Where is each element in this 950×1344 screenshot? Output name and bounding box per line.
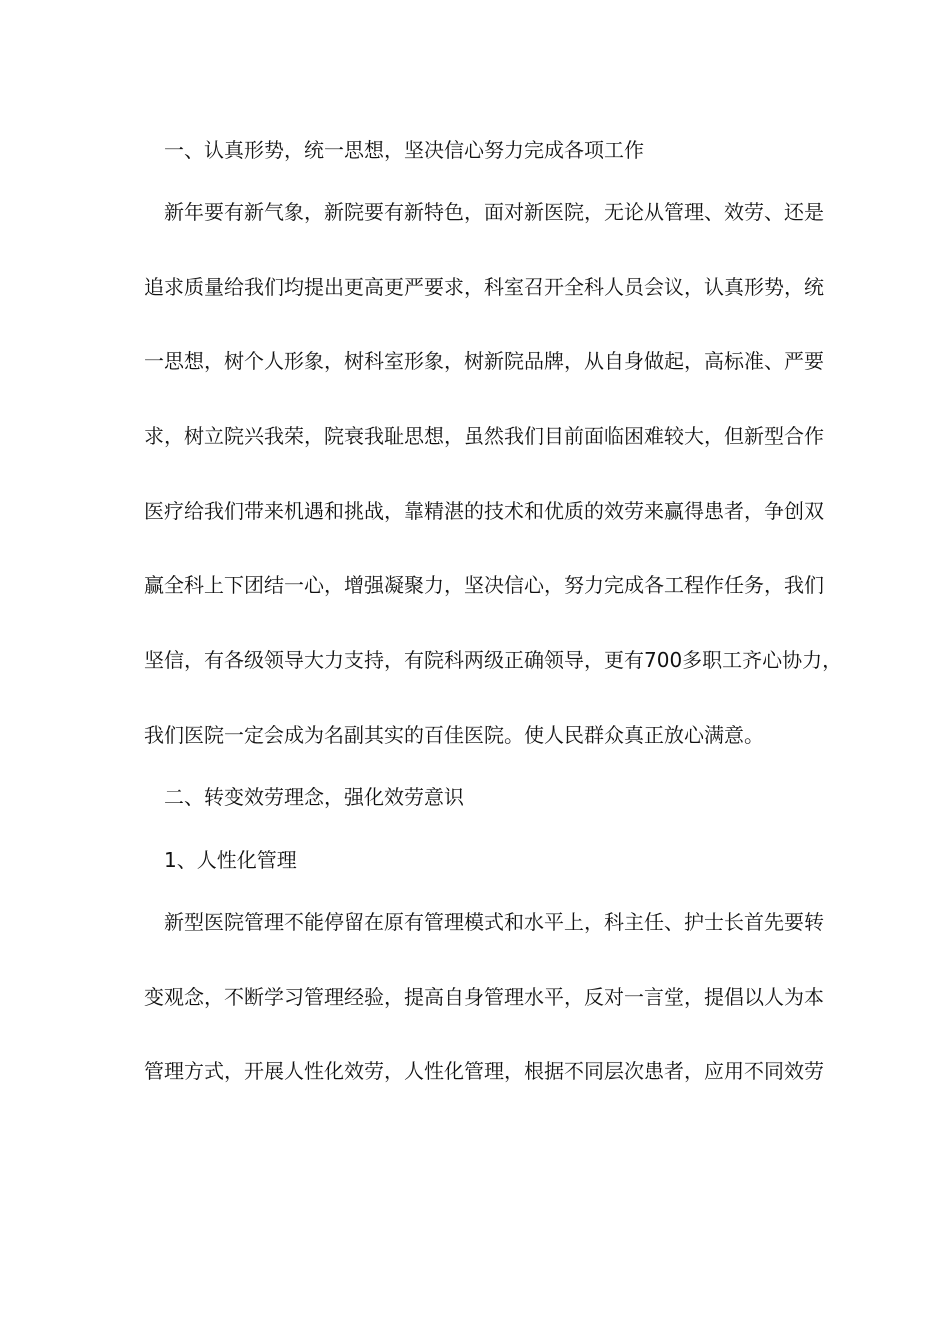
paragraph-line: 一思想，树个人形象，树科室形象，树新院品牌，从自身做起，高标准、严要 bbox=[144, 349, 824, 373]
section-heading-1: 一、认真形势，统一思想，坚决信心努力完成各项工作 bbox=[164, 138, 644, 162]
paragraph-line: 我们医院一定会成为名副其实的百佳医院。使人民群众真正放心满意。 bbox=[144, 723, 764, 747]
paragraph-line: 新年要有新气象，新院要有新特色，面对新医院，无论从管理、效劳、还是 bbox=[164, 200, 824, 224]
paragraph-line: 管理方式，开展人性化效劳，人性化管理，根据不同层次患者，应用不同效劳 bbox=[144, 1059, 824, 1083]
section-heading-2: 二、转变效劳理念，强化效劳意识 bbox=[164, 785, 464, 809]
paragraph-line: 医疗给我们带来机遇和挑战，靠精湛的技术和优质的效劳来赢得患者，争创双 bbox=[144, 499, 824, 523]
paragraph-line: 新型医院管理不能停留在原有管理模式和水平上，科主任、护士长首先要转 bbox=[164, 910, 824, 934]
paragraph-line: 赢全科上下团结一心，增强凝聚力，坚决信心，努力完成各工程作任务，我们 bbox=[144, 573, 824, 597]
paragraph-line: 变观念，不断学习管理经验，提高自身管理水平，反对一言堂，提倡以人为本 bbox=[144, 985, 824, 1009]
paragraph-line: 求，树立院兴我荣，院衰我耻思想，虽然我们目前面临困难较大，但新型合作 bbox=[144, 424, 824, 448]
paragraph-line: 坚信，有各级领导大力支持，有院科两级正确领导，更有700多职工齐心协力， bbox=[144, 648, 843, 672]
paragraph-line: 追求质量给我们均提出更高更严要求，科室召开全科人员会议，认真形势，统 bbox=[144, 275, 824, 299]
subsection-heading: 1、人性化管理 bbox=[164, 848, 297, 872]
